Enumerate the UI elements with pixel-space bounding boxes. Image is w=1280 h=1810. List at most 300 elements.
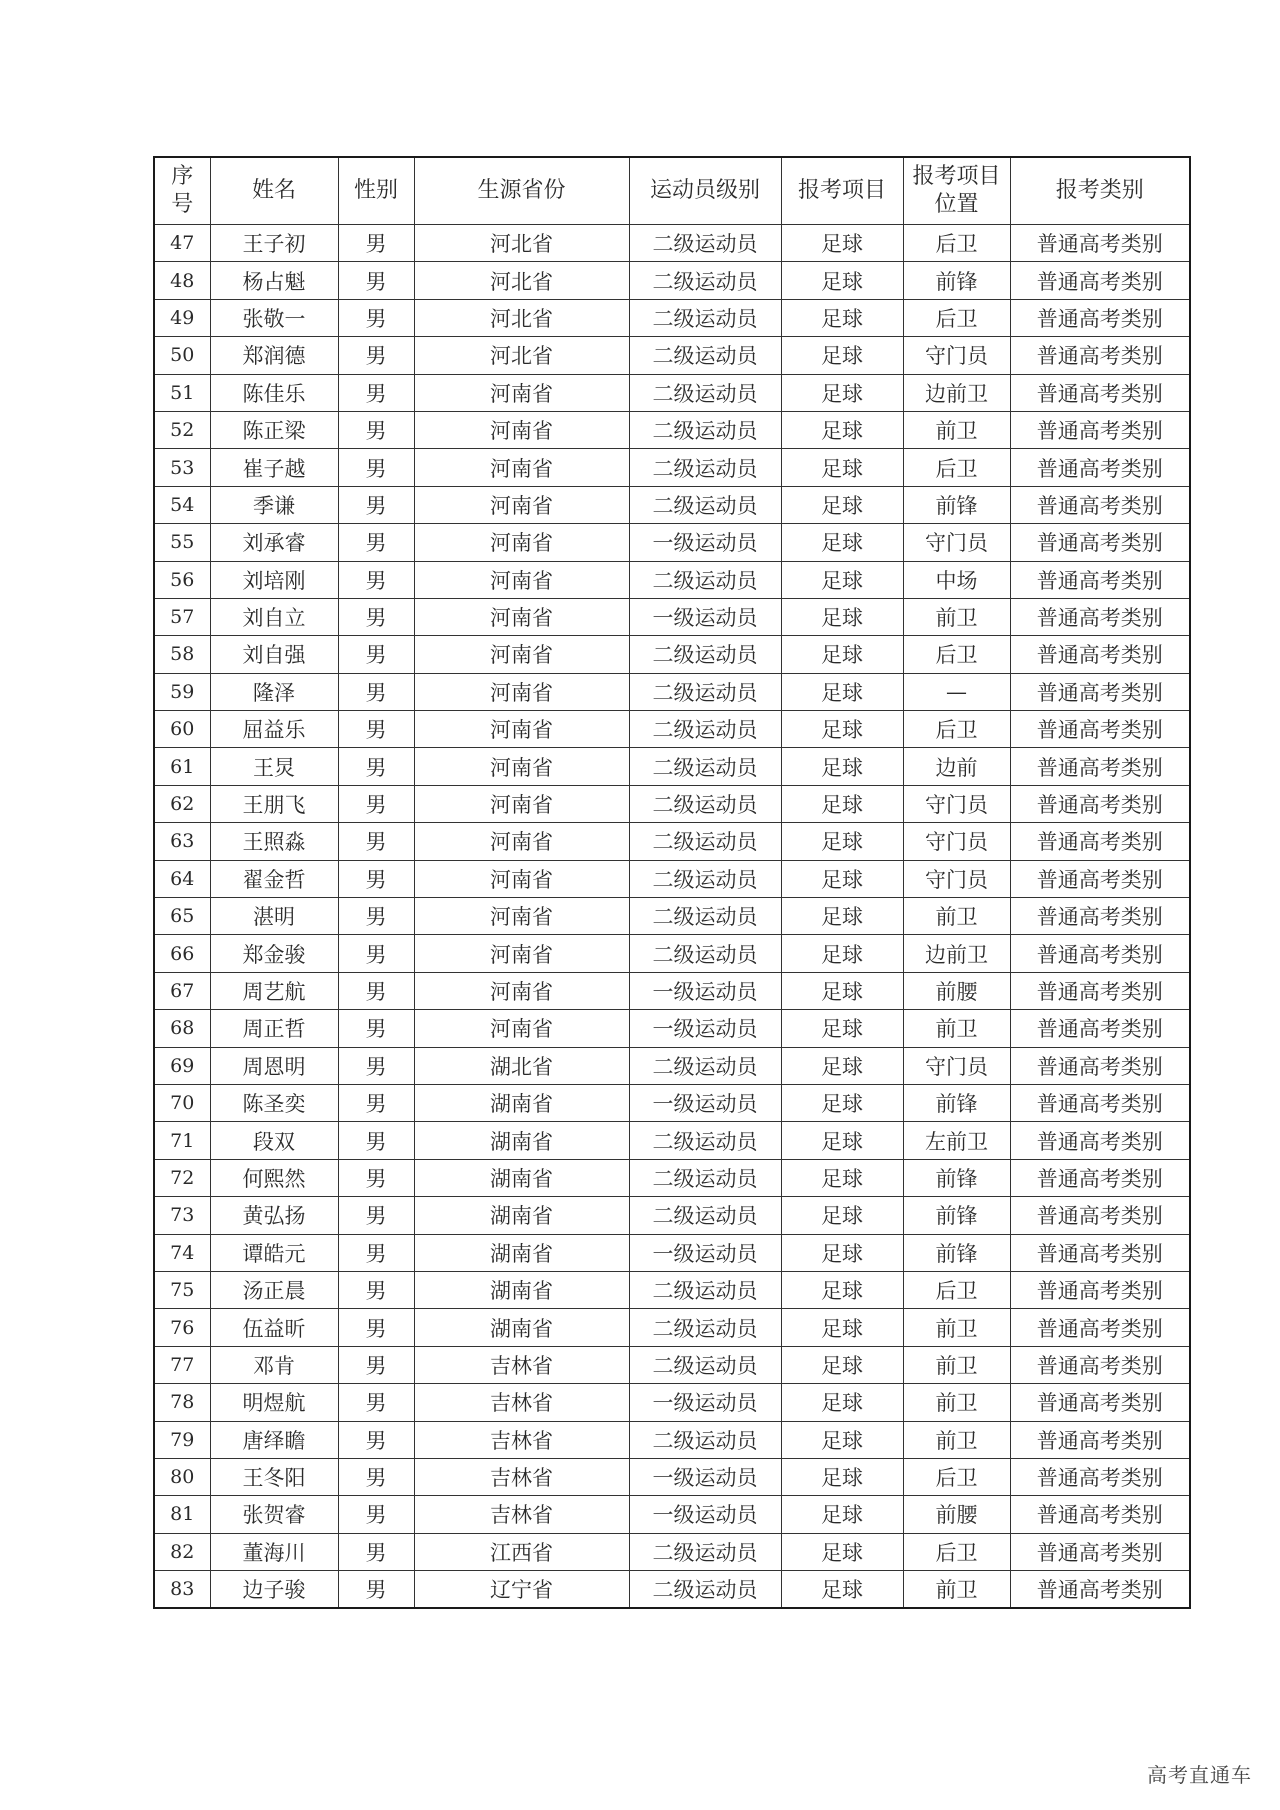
cell-province: 河南省 [414,636,629,673]
cell-position: 后卫 [903,1458,1010,1495]
cell-level: 二级运动员 [629,1271,781,1308]
cell-province: 河南省 [414,411,629,448]
header-province: 生源省份 [414,157,629,225]
cell-seq: 54 [154,486,210,523]
cell-name: 刘承睿 [210,524,338,561]
cell-level: 二级运动员 [629,1533,781,1570]
cell-seq: 80 [154,1458,210,1495]
cell-province: 河北省 [414,337,629,374]
cell-level: 二级运动员 [629,262,781,299]
cell-gender: 男 [338,748,414,785]
cell-position: 守门员 [903,524,1010,561]
cell-sport: 足球 [781,636,903,673]
cell-level: 二级运动员 [629,785,781,822]
cell-gender: 男 [338,1571,414,1609]
cell-category: 普通高考类别 [1010,486,1190,523]
cell-sport: 足球 [781,1571,903,1609]
cell-level: 二级运动员 [629,1421,781,1458]
cell-category: 普通高考类别 [1010,225,1190,262]
cell-position: 前卫 [903,1346,1010,1383]
cell-position: 后卫 [903,225,1010,262]
cell-gender: 男 [338,1421,414,1458]
table-row [154,972,1190,1009]
cell-name: 王子初 [210,225,338,262]
cell-province: 河北省 [414,225,629,262]
cell-level: 一级运动员 [629,1384,781,1421]
cell-name: 张贺睿 [210,1496,338,1533]
table-row [154,1384,1190,1421]
cell-sport: 足球 [781,1084,903,1121]
cell-sport: 足球 [781,1271,903,1308]
cell-category: 普通高考类别 [1010,1458,1190,1495]
cell-sport: 足球 [781,225,903,262]
cell-position: 后卫 [903,299,1010,336]
header-gender: 性别 [338,157,414,225]
cell-province: 河南省 [414,524,629,561]
cell-gender: 男 [338,1197,414,1234]
table-body [154,225,1190,1609]
cell-category: 普通高考类别 [1010,673,1190,710]
cell-seq: 57 [154,598,210,635]
table-row [154,1533,1190,1570]
cell-name: 郑金骏 [210,935,338,972]
cell-category: 普通高考类别 [1010,711,1190,748]
cell-level: 一级运动员 [629,1496,781,1533]
header-sport: 报考项目 [781,157,903,225]
table-row [154,411,1190,448]
cell-category: 普通高考类别 [1010,1010,1190,1047]
cell-sport: 足球 [781,524,903,561]
cell-level: 二级运动员 [629,486,781,523]
cell-province: 辽宁省 [414,1571,629,1609]
cell-name: 刘培刚 [210,561,338,598]
cell-category: 普通高考类别 [1010,1159,1190,1196]
cell-category: 普通高考类别 [1010,823,1190,860]
cell-category: 普通高考类别 [1010,935,1190,972]
cell-seq: 51 [154,374,210,411]
cell-seq: 65 [154,898,210,935]
cell-sport: 足球 [781,598,903,635]
cell-name: 唐绎瞻 [210,1421,338,1458]
cell-gender: 男 [338,411,414,448]
cell-province: 河南省 [414,673,629,710]
table-row [154,1234,1190,1271]
table-row [154,1084,1190,1121]
cell-level: 二级运动员 [629,374,781,411]
cell-gender: 男 [338,1122,414,1159]
table-row [154,1571,1190,1609]
cell-position: 前卫 [903,1421,1010,1458]
cell-sport: 足球 [781,1047,903,1084]
cell-sport: 足球 [781,711,903,748]
cell-sport: 足球 [781,898,903,935]
cell-seq: 74 [154,1234,210,1271]
cell-position: 边前卫 [903,935,1010,972]
cell-name: 董海川 [210,1533,338,1570]
cell-gender: 男 [338,860,414,897]
cell-position: 边前卫 [903,374,1010,411]
cell-position: 后卫 [903,449,1010,486]
watermark: 高考直通车 [1147,1763,1252,1787]
cell-position: 前锋 [903,486,1010,523]
cell-position: 前卫 [903,411,1010,448]
cell-seq: 68 [154,1010,210,1047]
cell-level: 一级运动员 [629,972,781,1009]
cell-sport: 足球 [781,1533,903,1570]
table-row [154,1047,1190,1084]
cell-name: 刘自强 [210,636,338,673]
cell-name: 段双 [210,1122,338,1159]
cell-seq: 63 [154,823,210,860]
cell-seq: 62 [154,785,210,822]
cell-gender: 男 [338,1047,414,1084]
cell-gender: 男 [338,486,414,523]
cell-province: 湖南省 [414,1197,629,1234]
cell-category: 普通高考类别 [1010,1571,1190,1609]
cell-category: 普通高考类别 [1010,1309,1190,1346]
cell-category: 普通高考类别 [1010,1346,1190,1383]
cell-seq: 49 [154,299,210,336]
cell-position: 中场 [903,561,1010,598]
cell-level: 二级运动员 [629,898,781,935]
cell-gender: 男 [338,449,414,486]
table-row [154,1496,1190,1533]
cell-sport: 足球 [781,673,903,710]
cell-category: 普通高考类别 [1010,972,1190,1009]
cell-seq: 70 [154,1084,210,1121]
cell-position: — [903,673,1010,710]
header-name: 姓名 [210,157,338,225]
cell-gender: 男 [338,785,414,822]
cell-level: 二级运动员 [629,1159,781,1196]
cell-position: 左前卫 [903,1122,1010,1159]
cell-category: 普通高考类别 [1010,1496,1190,1533]
cell-name: 黄弘扬 [210,1197,338,1234]
table-row [154,337,1190,374]
cell-seq: 50 [154,337,210,374]
cell-category: 普通高考类别 [1010,785,1190,822]
cell-seq: 56 [154,561,210,598]
header-position-label: 报考项目位置 [912,164,1001,217]
cell-gender: 男 [338,711,414,748]
cell-level: 二级运动员 [629,1197,781,1234]
table-row [154,1421,1190,1458]
cell-position: 前锋 [903,1197,1010,1234]
cell-position: 后卫 [903,636,1010,673]
cell-sport: 足球 [781,337,903,374]
cell-gender: 男 [338,1159,414,1196]
cell-gender: 男 [338,1309,414,1346]
cell-sport: 足球 [781,785,903,822]
athlete-roster-table [153,156,1191,1609]
cell-seq: 59 [154,673,210,710]
cell-name: 郑润德 [210,337,338,374]
cell-seq: 47 [154,225,210,262]
cell-sport: 足球 [781,411,903,448]
cell-position: 守门员 [903,785,1010,822]
cell-sport: 足球 [781,449,903,486]
table-row [154,486,1190,523]
cell-sport: 足球 [781,1458,903,1495]
cell-seq: 64 [154,860,210,897]
cell-name: 周艺航 [210,972,338,1009]
cell-province: 湖北省 [414,1047,629,1084]
cell-sport: 足球 [781,1010,903,1047]
cell-level: 二级运动员 [629,1346,781,1383]
cell-position: 前卫 [903,1010,1010,1047]
cell-position: 后卫 [903,1271,1010,1308]
cell-position: 前锋 [903,262,1010,299]
cell-category: 普通高考类别 [1010,374,1190,411]
cell-name: 周恩明 [210,1047,338,1084]
cell-sport: 足球 [781,860,903,897]
cell-category: 普通高考类别 [1010,636,1190,673]
cell-name: 谭皓元 [210,1234,338,1271]
cell-seq: 53 [154,449,210,486]
table-row [154,823,1190,860]
cell-seq: 77 [154,1346,210,1383]
cell-sport: 足球 [781,299,903,336]
cell-level: 二级运动员 [629,673,781,710]
cell-level: 二级运动员 [629,1122,781,1159]
table-row [154,1309,1190,1346]
header-category: 报考类别 [1010,157,1190,225]
table-row [154,636,1190,673]
cell-province: 河南省 [414,935,629,972]
header-row [154,157,1190,225]
cell-gender: 男 [338,1234,414,1271]
cell-province: 江西省 [414,1533,629,1570]
cell-seq: 81 [154,1496,210,1533]
cell-level: 二级运动员 [629,711,781,748]
cell-seq: 48 [154,262,210,299]
cell-name: 崔子越 [210,449,338,486]
cell-category: 普通高考类别 [1010,262,1190,299]
table-row [154,262,1190,299]
cell-category: 普通高考类别 [1010,860,1190,897]
cell-position: 前锋 [903,1234,1010,1271]
cell-gender: 男 [338,299,414,336]
cell-name: 屈益乐 [210,711,338,748]
cell-province: 河南省 [414,561,629,598]
cell-province: 吉林省 [414,1346,629,1383]
cell-seq: 55 [154,524,210,561]
cell-sport: 足球 [781,1122,903,1159]
cell-name: 王朋飞 [210,785,338,822]
cell-gender: 男 [338,262,414,299]
cell-sport: 足球 [781,1159,903,1196]
cell-name: 刘自立 [210,598,338,635]
table-row [154,225,1190,262]
cell-gender: 男 [338,374,414,411]
table-row [154,860,1190,897]
cell-seq: 72 [154,1159,210,1196]
cell-gender: 男 [338,972,414,1009]
cell-level: 二级运动员 [629,561,781,598]
cell-level: 一级运动员 [629,1084,781,1121]
table-row [154,374,1190,411]
cell-name: 明煜航 [210,1384,338,1421]
cell-seq: 79 [154,1421,210,1458]
cell-sport: 足球 [781,1496,903,1533]
cell-position: 前卫 [903,598,1010,635]
cell-seq: 61 [154,748,210,785]
cell-seq: 52 [154,411,210,448]
cell-name: 季谦 [210,486,338,523]
cell-sport: 足球 [781,1421,903,1458]
cell-level: 一级运动员 [629,1458,781,1495]
cell-name: 张敬一 [210,299,338,336]
cell-province: 河南省 [414,823,629,860]
cell-province: 河北省 [414,299,629,336]
table-row [154,1010,1190,1047]
cell-province: 河南省 [414,374,629,411]
cell-category: 普通高考类别 [1010,598,1190,635]
cell-position: 前腰 [903,1496,1010,1533]
table-row [154,524,1190,561]
cell-province: 河南省 [414,860,629,897]
cell-sport: 足球 [781,561,903,598]
cell-seq: 69 [154,1047,210,1084]
cell-gender: 男 [338,1496,414,1533]
table-row [154,898,1190,935]
cell-province: 河南省 [414,785,629,822]
table-row [154,1458,1190,1495]
cell-province: 湖南省 [414,1122,629,1159]
table-row [154,1197,1190,1234]
cell-sport: 足球 [781,1197,903,1234]
cell-level: 二级运动员 [629,1047,781,1084]
table-row [154,673,1190,710]
cell-seq: 71 [154,1122,210,1159]
cell-level: 一级运动员 [629,1234,781,1271]
cell-level: 二级运动员 [629,935,781,972]
cell-level: 二级运动员 [629,1309,781,1346]
cell-level: 一级运动员 [629,1010,781,1047]
cell-level: 二级运动员 [629,449,781,486]
cell-sport: 足球 [781,262,903,299]
table-row [154,748,1190,785]
cell-gender: 男 [338,1010,414,1047]
cell-gender: 男 [338,823,414,860]
cell-seq: 75 [154,1271,210,1308]
cell-province: 湖南省 [414,1234,629,1271]
cell-province: 河南省 [414,748,629,785]
cell-category: 普通高考类别 [1010,1234,1190,1271]
cell-position: 边前 [903,748,1010,785]
cell-category: 普通高考类别 [1010,1084,1190,1121]
cell-gender: 男 [338,598,414,635]
cell-gender: 男 [338,561,414,598]
cell-province: 河南省 [414,711,629,748]
table-row [154,785,1190,822]
cell-sport: 足球 [781,1309,903,1346]
cell-category: 普通高考类别 [1010,1122,1190,1159]
cell-name: 王炅 [210,748,338,785]
cell-sport: 足球 [781,1234,903,1271]
cell-sport: 足球 [781,374,903,411]
table-row [154,1122,1190,1159]
cell-seq: 73 [154,1197,210,1234]
header-seq-label: 序号 [171,164,194,217]
cell-gender: 男 [338,898,414,935]
cell-province: 吉林省 [414,1458,629,1495]
cell-gender: 男 [338,1384,414,1421]
cell-sport: 足球 [781,1346,903,1383]
cell-seq: 76 [154,1309,210,1346]
cell-gender: 男 [338,1271,414,1308]
cell-province: 河南省 [414,972,629,1009]
cell-name: 隆泽 [210,673,338,710]
cell-province: 河南省 [414,1010,629,1047]
cell-gender: 男 [338,337,414,374]
cell-name: 王照淼 [210,823,338,860]
cell-name: 陈圣奕 [210,1084,338,1121]
cell-name: 陈正梁 [210,411,338,448]
cell-sport: 足球 [781,972,903,1009]
cell-province: 湖南省 [414,1084,629,1121]
cell-province: 河南省 [414,598,629,635]
table-row [154,561,1190,598]
cell-name: 汤正晨 [210,1271,338,1308]
cell-position: 守门员 [903,1047,1010,1084]
cell-gender: 男 [338,673,414,710]
table-row [154,1271,1190,1308]
cell-province: 吉林省 [414,1421,629,1458]
table-row [154,711,1190,748]
cell-category: 普通高考类别 [1010,299,1190,336]
cell-category: 普通高考类别 [1010,411,1190,448]
cell-category: 普通高考类别 [1010,1271,1190,1308]
table-row [154,598,1190,635]
cell-gender: 男 [338,1458,414,1495]
cell-category: 普通高考类别 [1010,1421,1190,1458]
cell-gender: 男 [338,1346,414,1383]
cell-category: 普通高考类别 [1010,1047,1190,1084]
cell-category: 普通高考类别 [1010,1197,1190,1234]
cell-position: 守门员 [903,337,1010,374]
cell-category: 普通高考类别 [1010,449,1190,486]
cell-position: 前锋 [903,1159,1010,1196]
cell-gender: 男 [338,1533,414,1570]
cell-level: 二级运动员 [629,748,781,785]
cell-position: 后卫 [903,711,1010,748]
cell-level: 一级运动员 [629,598,781,635]
cell-province: 湖南省 [414,1309,629,1346]
cell-level: 二级运动员 [629,860,781,897]
cell-seq: 58 [154,636,210,673]
cell-position: 前卫 [903,1384,1010,1421]
cell-province: 河北省 [414,262,629,299]
cell-category: 普通高考类别 [1010,748,1190,785]
cell-name: 伍益昕 [210,1309,338,1346]
cell-position: 前卫 [903,1571,1010,1609]
cell-name: 边子骏 [210,1571,338,1609]
cell-level: 二级运动员 [629,225,781,262]
cell-name: 邓肯 [210,1346,338,1383]
cell-gender: 男 [338,225,414,262]
cell-seq: 67 [154,972,210,1009]
cell-sport: 足球 [781,935,903,972]
cell-level: 二级运动员 [629,337,781,374]
cell-category: 普通高考类别 [1010,524,1190,561]
cell-sport: 足球 [781,748,903,785]
cell-category: 普通高考类别 [1010,898,1190,935]
table-header [154,157,1190,225]
cell-seq: 83 [154,1571,210,1609]
cell-province: 河南省 [414,449,629,486]
header-position [903,157,1010,225]
